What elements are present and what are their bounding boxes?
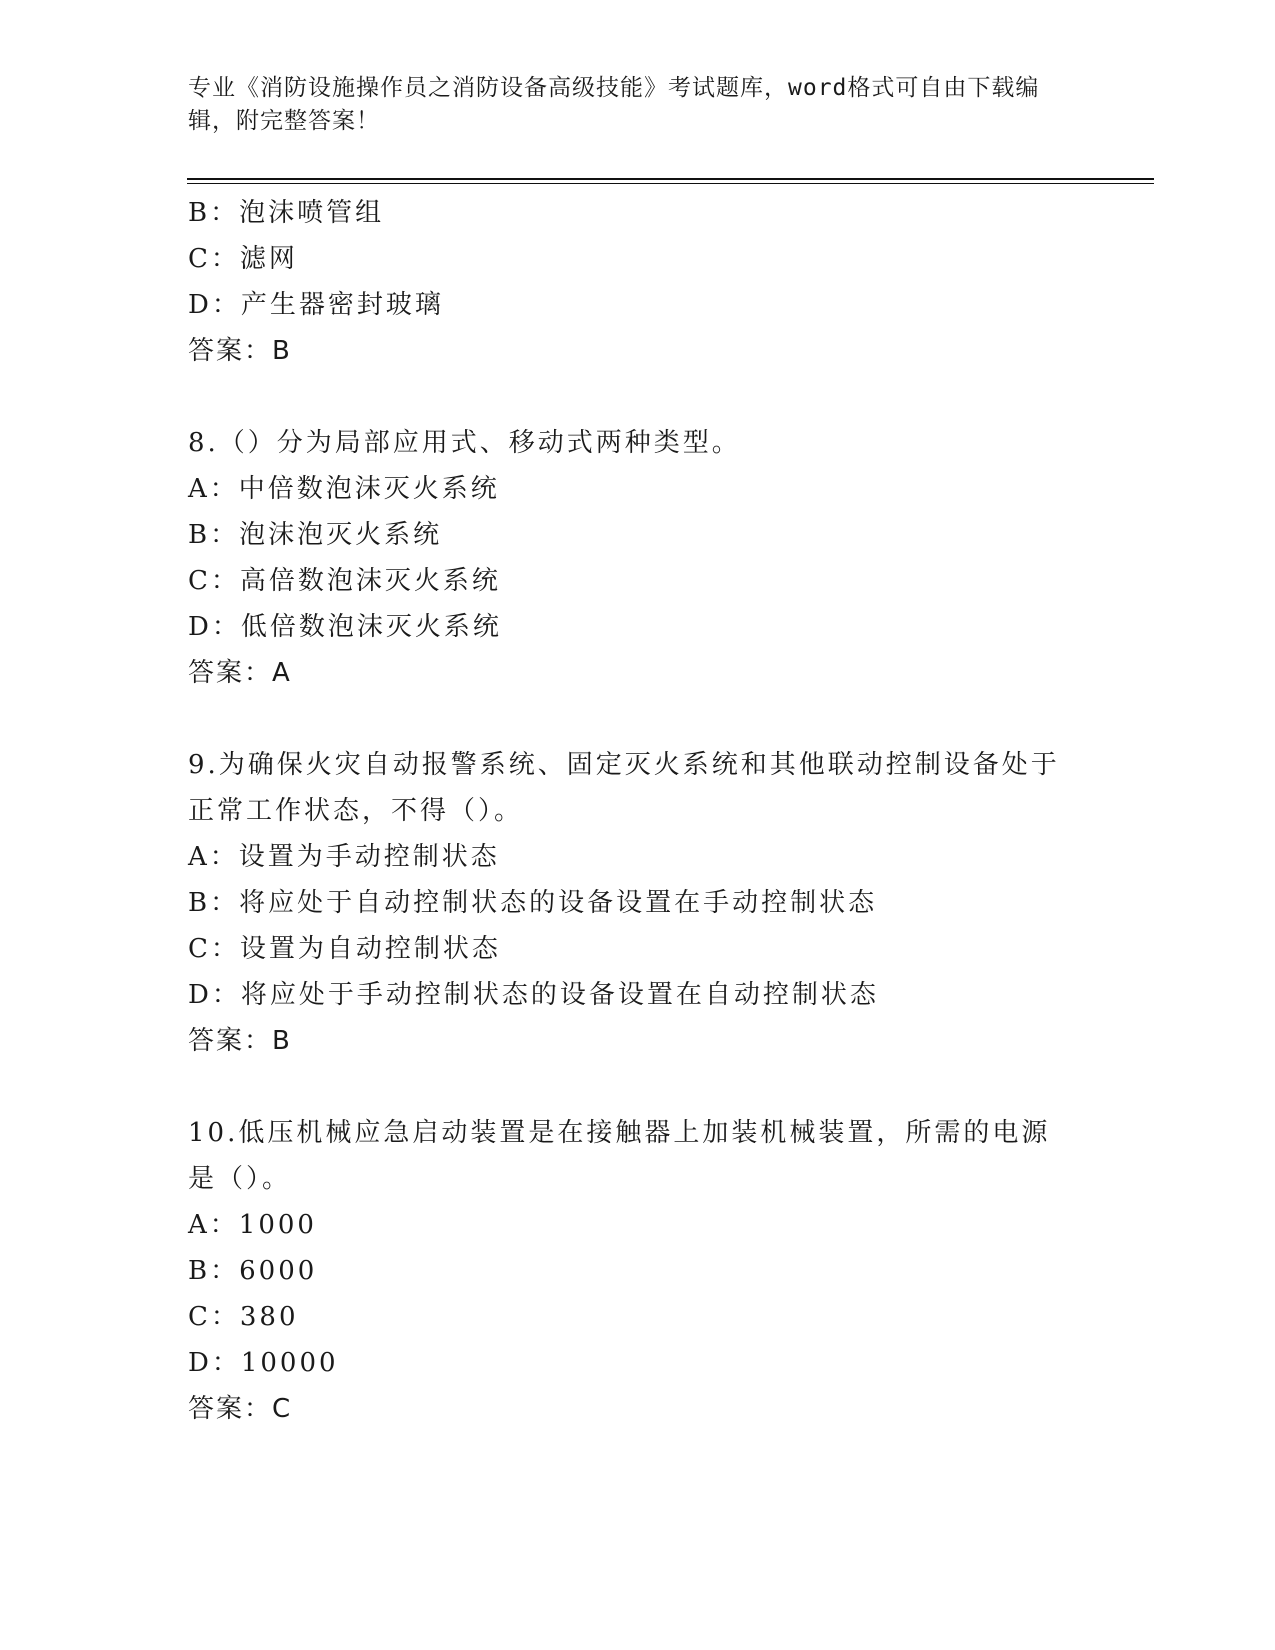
answer-line: 答案：B — [188, 1026, 292, 1056]
question-9 — [188, 742, 1088, 1064]
option-a: A：中倍数泡沫灭火系统 — [188, 474, 500, 504]
question-10 — [188, 1110, 1088, 1432]
question-list — [188, 190, 1088, 1432]
option-d: D：将应处于手动控制状态的设备设置在自动控制状态 — [188, 980, 879, 1010]
answer-line: 答案：A — [188, 658, 292, 688]
option-c: C：高倍数泡沫灭火系统 — [188, 566, 501, 596]
page-header: 专业《消防设施操作员之消防设备高级技能》考试题库，word格式可自由下载编辑，附完整答案！ — [188, 75, 1040, 134]
answer-line: 答案：B — [188, 336, 292, 366]
option-a: A：设置为手动控制状态 — [188, 842, 500, 872]
option-b: B：6000 — [188, 1256, 318, 1286]
option-d: D：10000 — [188, 1348, 339, 1378]
option-b: B：泡沫喷管组 — [188, 198, 385, 228]
option-c: C：设置为自动控制状态 — [188, 934, 501, 964]
question-stem: 10.低压机械应急启动装置是在接触器上加装机械装置，所需的电源是（）。 — [188, 1118, 1051, 1194]
question-7-continued — [188, 190, 1088, 374]
option-c: C：滤网 — [188, 244, 298, 274]
option-a: A：1000 — [188, 1210, 317, 1240]
option-c: C：380 — [188, 1302, 299, 1332]
option-d: D：低倍数泡沫灭火系统 — [188, 612, 502, 642]
option-d: D：产生器密封玻璃 — [188, 290, 444, 320]
header-rule — [187, 178, 1154, 180]
answer-line: 答案：C — [188, 1394, 293, 1424]
question-stem: 8.（）分为局部应用式、移动式两种类型。 — [188, 428, 741, 458]
question-8 — [188, 420, 1088, 696]
header-rule-thin — [187, 183, 1154, 184]
question-stem: 9.为确保火灾自动报警系统、固定灭火系统和其他联动控制设备处于正常工作状态，不得（）。 — [188, 750, 1060, 826]
option-b: B：泡沫泡灭火系统 — [188, 520, 443, 550]
option-b: B：将应处于自动控制状态的设备设置在手动控制状态 — [188, 888, 878, 918]
